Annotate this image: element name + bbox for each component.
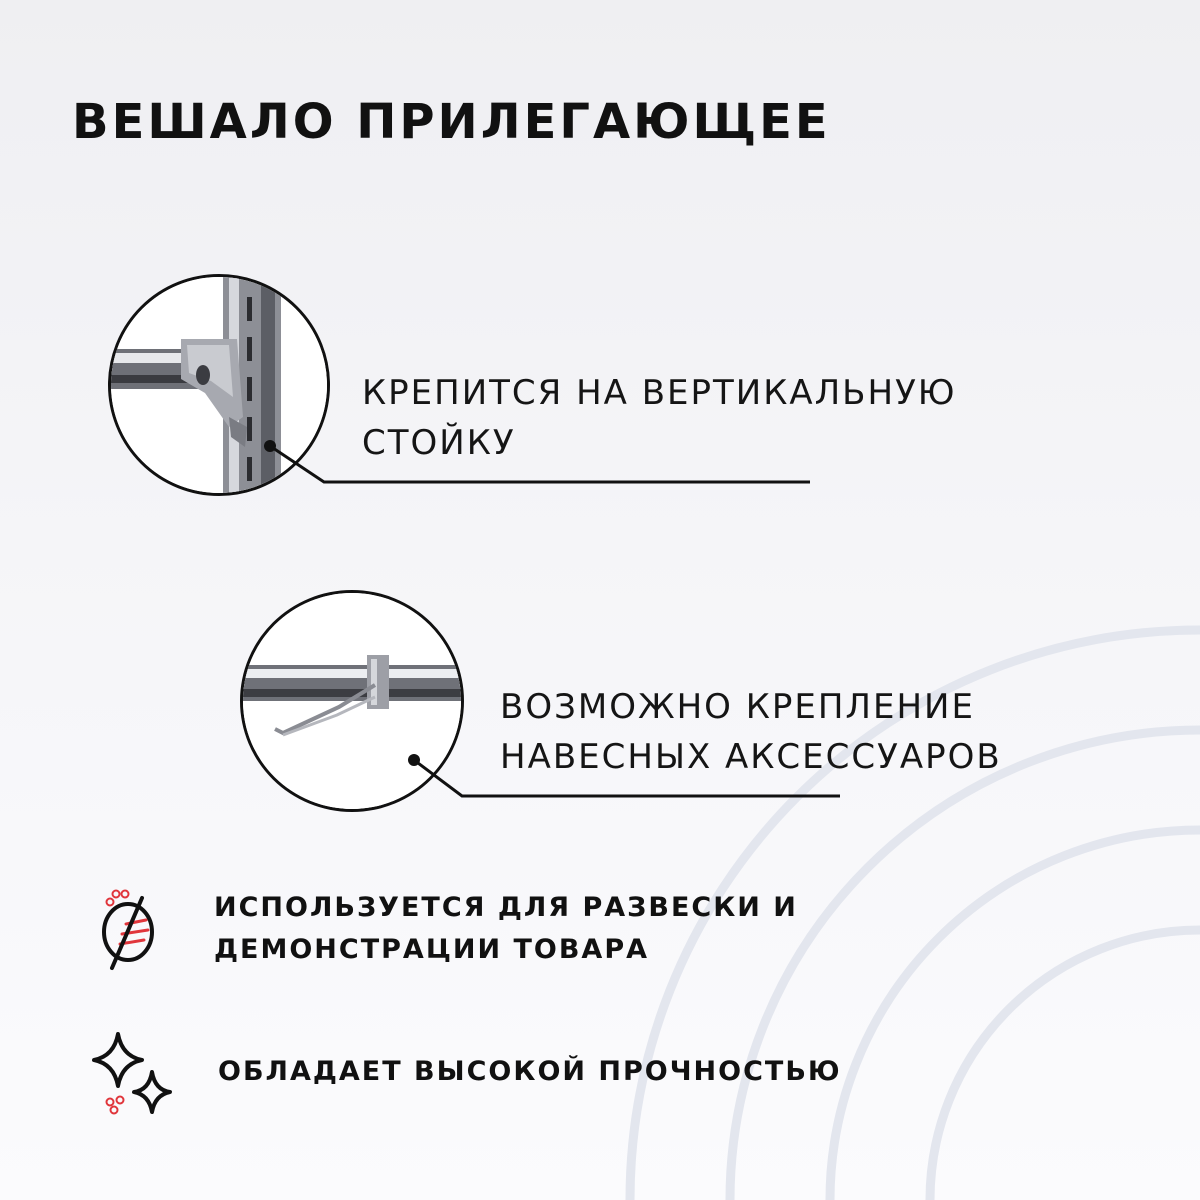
feature-1-line-2: ДЕМОНСТРАЦИИ ТОВАРА <box>214 934 649 965</box>
callout-text-2 <box>500 682 1002 782</box>
bracket-on-upright-photo <box>108 274 330 496</box>
page-title: ВЕШАЛО ПРИЛЕГАЮЩЕЕ <box>72 94 831 150</box>
feature-1-line-1: ИСПОЛЬЗУЕТСЯ ДЛЯ РАЗВЕСКИ И <box>214 892 798 923</box>
feature-text-1 <box>214 887 798 971</box>
hanger-bar-with-hook-photo <box>240 590 464 812</box>
callout-1-line-2: СТОЙКУ <box>362 423 516 463</box>
feature-2-line-1: ОБЛАДАЕТ ВЫСОКОЙ ПРОЧНОСТЬЮ <box>218 1056 842 1087</box>
callout-2-line-2: НАВЕСНЫХ АКСЕССУАРОВ <box>500 737 1002 777</box>
callout-1-line-1: КРЕПИТСЯ НА ВЕРТИКАЛЬНУЮ <box>362 373 957 413</box>
feature-text-2 <box>218 1051 842 1093</box>
callout-2-line-1: ВОЗМОЖНО КРЕПЛЕНИЕ <box>500 687 975 727</box>
tag-slash-icon <box>96 884 166 974</box>
sparkle-icon <box>80 1028 180 1124</box>
callout-text-1 <box>362 368 957 468</box>
